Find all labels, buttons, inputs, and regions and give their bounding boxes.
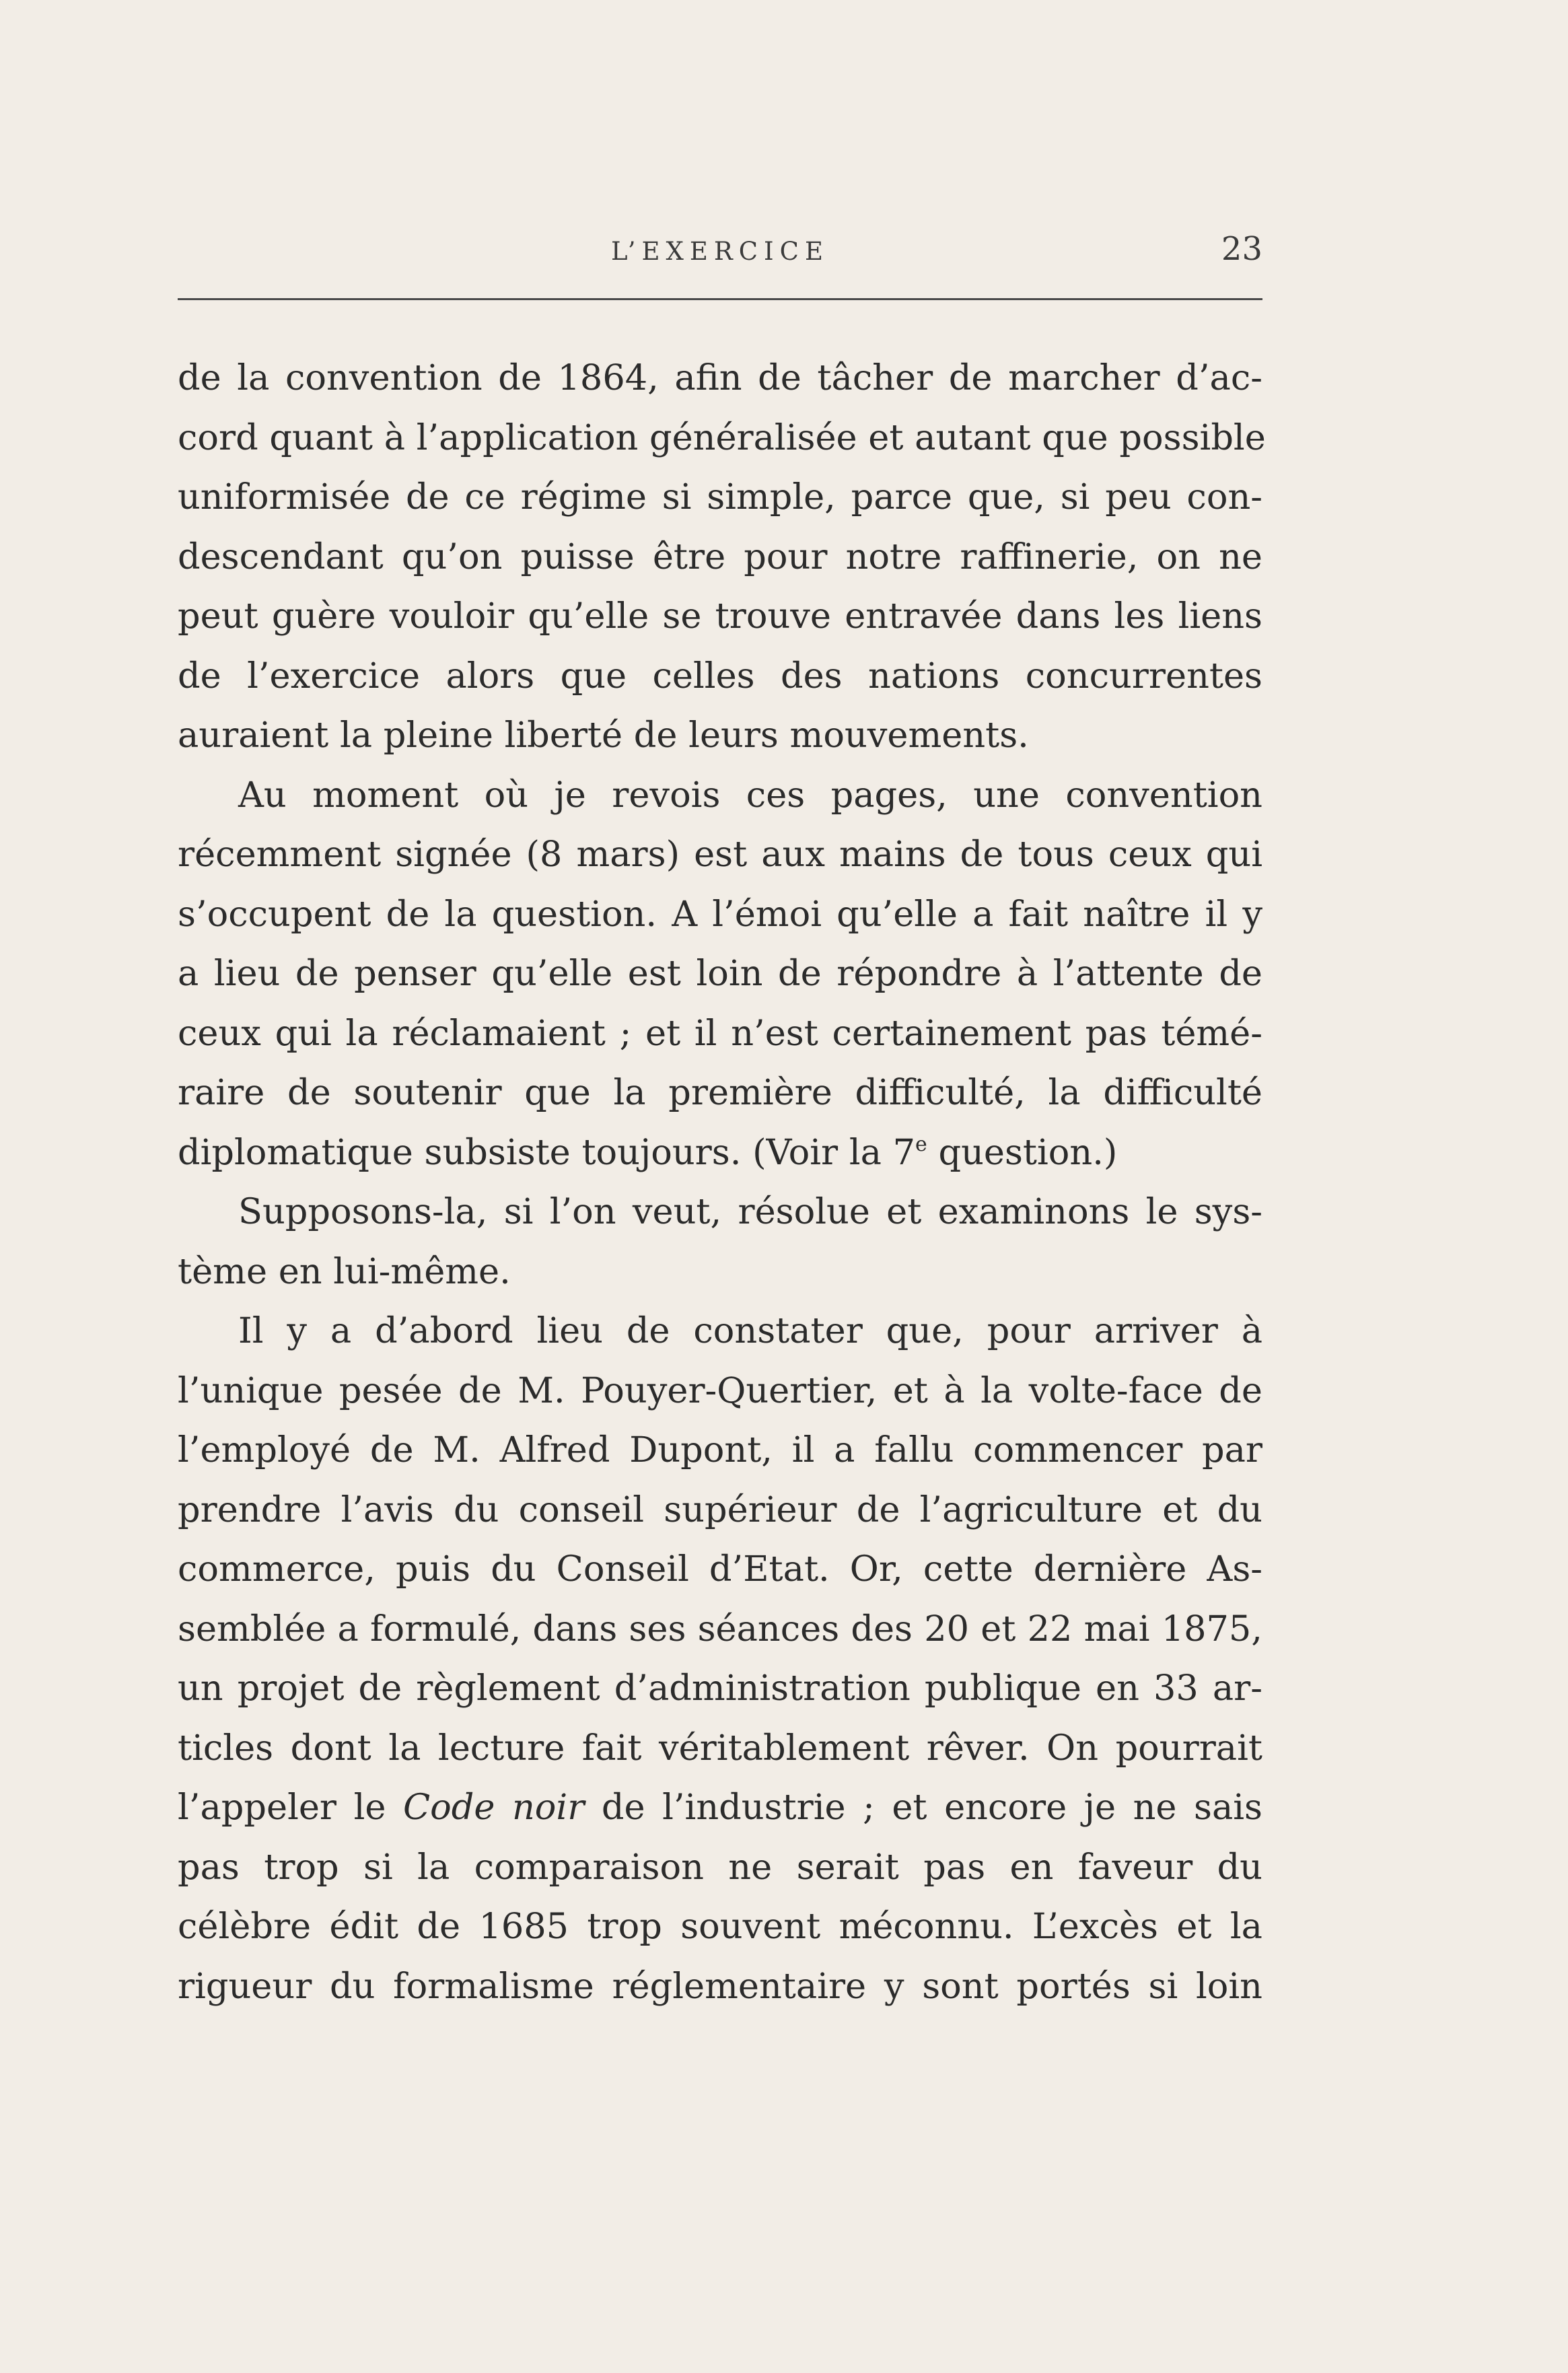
text-line: tème en lui-même. [178,1250,511,1292]
text-line: l’unique pesée de M. Pouyer-Quertier, et à la volte-face de [178,1370,1262,1411]
text-segment: de l’industrie ; et encore je ne sais [584,1787,1262,1828]
text-line: auraient la pleine liberté de leurs mouvements. [178,715,1029,756]
text-segment: l’appeler le [178,1787,403,1828]
text-line: a lieu de penser qu’elle est loin de répondre à l’attente de [178,953,1262,994]
text-line: récemment signée (8 mars) est aux mains de tous ceux qui [178,834,1262,875]
text-line: Il y a d’abord lieu de constater que, pour arriver à [238,1310,1262,1351]
text-line: de l’exercice alors que celles des nations concurrentes [178,655,1262,697]
text-line: s’occupent de la question. A l’émoi qu’elle a fait naître il y [178,893,1262,935]
header-rule [178,298,1262,300]
text-line [178,1123,1262,1183]
text-line: peut guère vouloir qu’elle se trouve entravée dans les liens [178,596,1262,637]
text-line: rigueur du formalisme réglementaire y sont portés si loin [178,1965,1262,2007]
text-line: uniformisée de ce régime si simple, parce que, si peu con- [178,476,1262,518]
page-header [178,222,1262,269]
text-segment: question.) [927,1131,1118,1173]
text-line: ceux qui la réclamaient ; et il n’est certainement pas témé- [178,1012,1262,1054]
text-line: Supposons-la, si l’on veut, résolue et examinons le sys- [238,1191,1262,1232]
text-line: de la convention de 1864, afin de tâcher de marcher d’ac- [178,357,1262,398]
page-number: 23 [1221,230,1262,268]
text-line: prendre l’avis du conseil supérieur de l’agriculture et du [178,1489,1262,1530]
text-line [178,1778,1262,1838]
text-line: raire de soutenir que la première difficulté, la difficulté [178,1072,1262,1113]
text-line: l’employé de M. Alfred Dupont, il a fallu commencer par [178,1429,1262,1471]
text-segment: diplomatique subsiste toujours. (Voir la 7 [178,1131,916,1173]
text-line: célèbre édit de 1685 trop souvent méconnu. L’excès et la [178,1906,1262,1947]
body-text [178,349,1266,2016]
text-line: ticles dont la lecture fait véritablement rêver. On pourrait [178,1727,1262,1769]
text-line: Au moment où je revois ces pages, une convention [238,774,1262,816]
text-line: un projet de règlement d’administration publique en 33 ar- [178,1668,1262,1709]
text-line: commerce, puis du Conseil d’Etat. Or, cette dernière As- [178,1549,1262,1590]
text-line: cord quant à l’application généralisée et autant que possible [178,417,1266,458]
text-line: pas trop si la comparaison ne serait pas en faveur du [178,1846,1262,1888]
superscript: e [915,1132,927,1156]
italic-title: Code noir [402,1787,585,1828]
text-line: semblée a formulé, dans ses séances des 20 et 22 mai 1875, [178,1608,1262,1650]
text-line: descendant qu’on puisse être pour notre raffinerie, on ne [178,536,1262,577]
running-title: L’EXERCICE [611,237,829,266]
